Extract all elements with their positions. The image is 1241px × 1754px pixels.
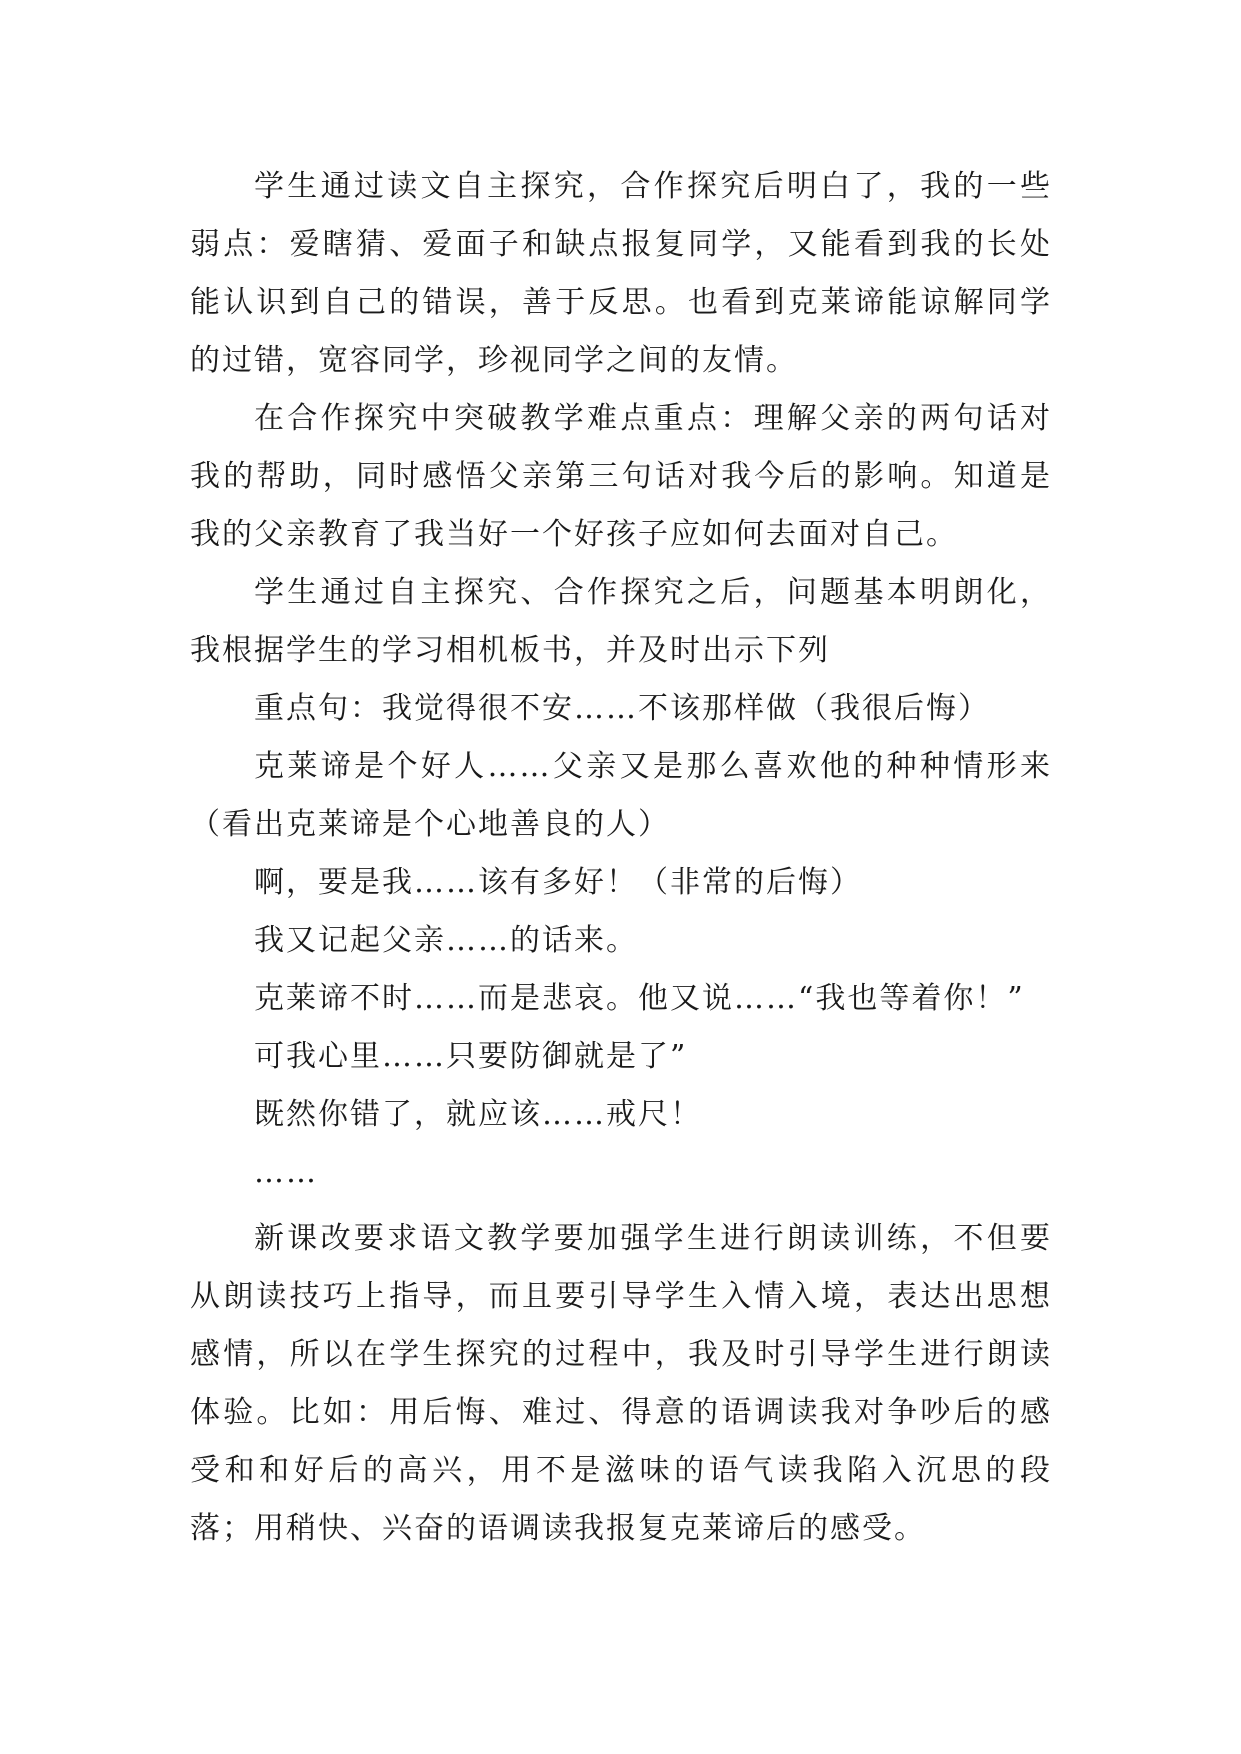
key-sentence-1: 重点句：我觉得很不安……不该那样做（我很后悔） [254, 691, 990, 726]
paragraph-key-difficulty: 在合作探究中突破教学难点重点：理解父亲的两句话对我的帮助，同时感悟父亲第三句话对我今后的影响。知道是我的父亲教育了我当好一个好孩子应如何去面对自己。 [190, 401, 1052, 552]
key-sentence-2: 克莱谛是个好人……父亲又是那么喜欢他的种种情形来（看出克莱谛是个心地善良的人） [190, 749, 1052, 842]
paragraph-reading-training: 新课改要求语文教学要加强学生进行朗读训练，不但要从朗读技巧上指导，而且要引导学生入情入境，表达出思想感情，所以在学生探究的过程中，我及时引导学生进行朗读体验。比如：用后悔、难过、得意的语调读我对争吵后的感受和和好后的高兴，用不是滋味的语气读我陷入沉思的段落；用稍快、兴奋的语调读我报复克莱谛后的感受。 [190, 1221, 1052, 1546]
ellipsis-line: …… [254, 1155, 318, 1190]
key-sentence-5: 克莱谛不时……而是悲哀。他又说……“我也等着你！” [254, 981, 1025, 1016]
paragraph-blackboard: 学生通过自主探究、合作探究之后，问题基本明朗化，我根据学生的学习相机板书，并及时出示下列 [190, 575, 1052, 668]
paragraph-student-inquiry: 学生通过读文自主探究，合作探究后明白了，我的一些弱点：爱瞎猜、爱面子和缺点报复同学，又能看到我的长处能认识到自己的错误，善于反思。也看到克莱谛能谅解同学的过错，宽容同学，珍视同学之间的友情。 [190, 169, 1052, 378]
key-sentence-7: 既然你错了，就应该……戒尺！ [254, 1097, 702, 1132]
document-body [190, 158, 1052, 1558]
key-sentence-6: 可我心里……只要防御就是了” [254, 1039, 688, 1074]
key-sentence-3: 啊，要是我……该有多好！（非常的后悔） [254, 865, 862, 900]
key-sentence-4: 我又记起父亲……的话来。 [254, 923, 638, 958]
